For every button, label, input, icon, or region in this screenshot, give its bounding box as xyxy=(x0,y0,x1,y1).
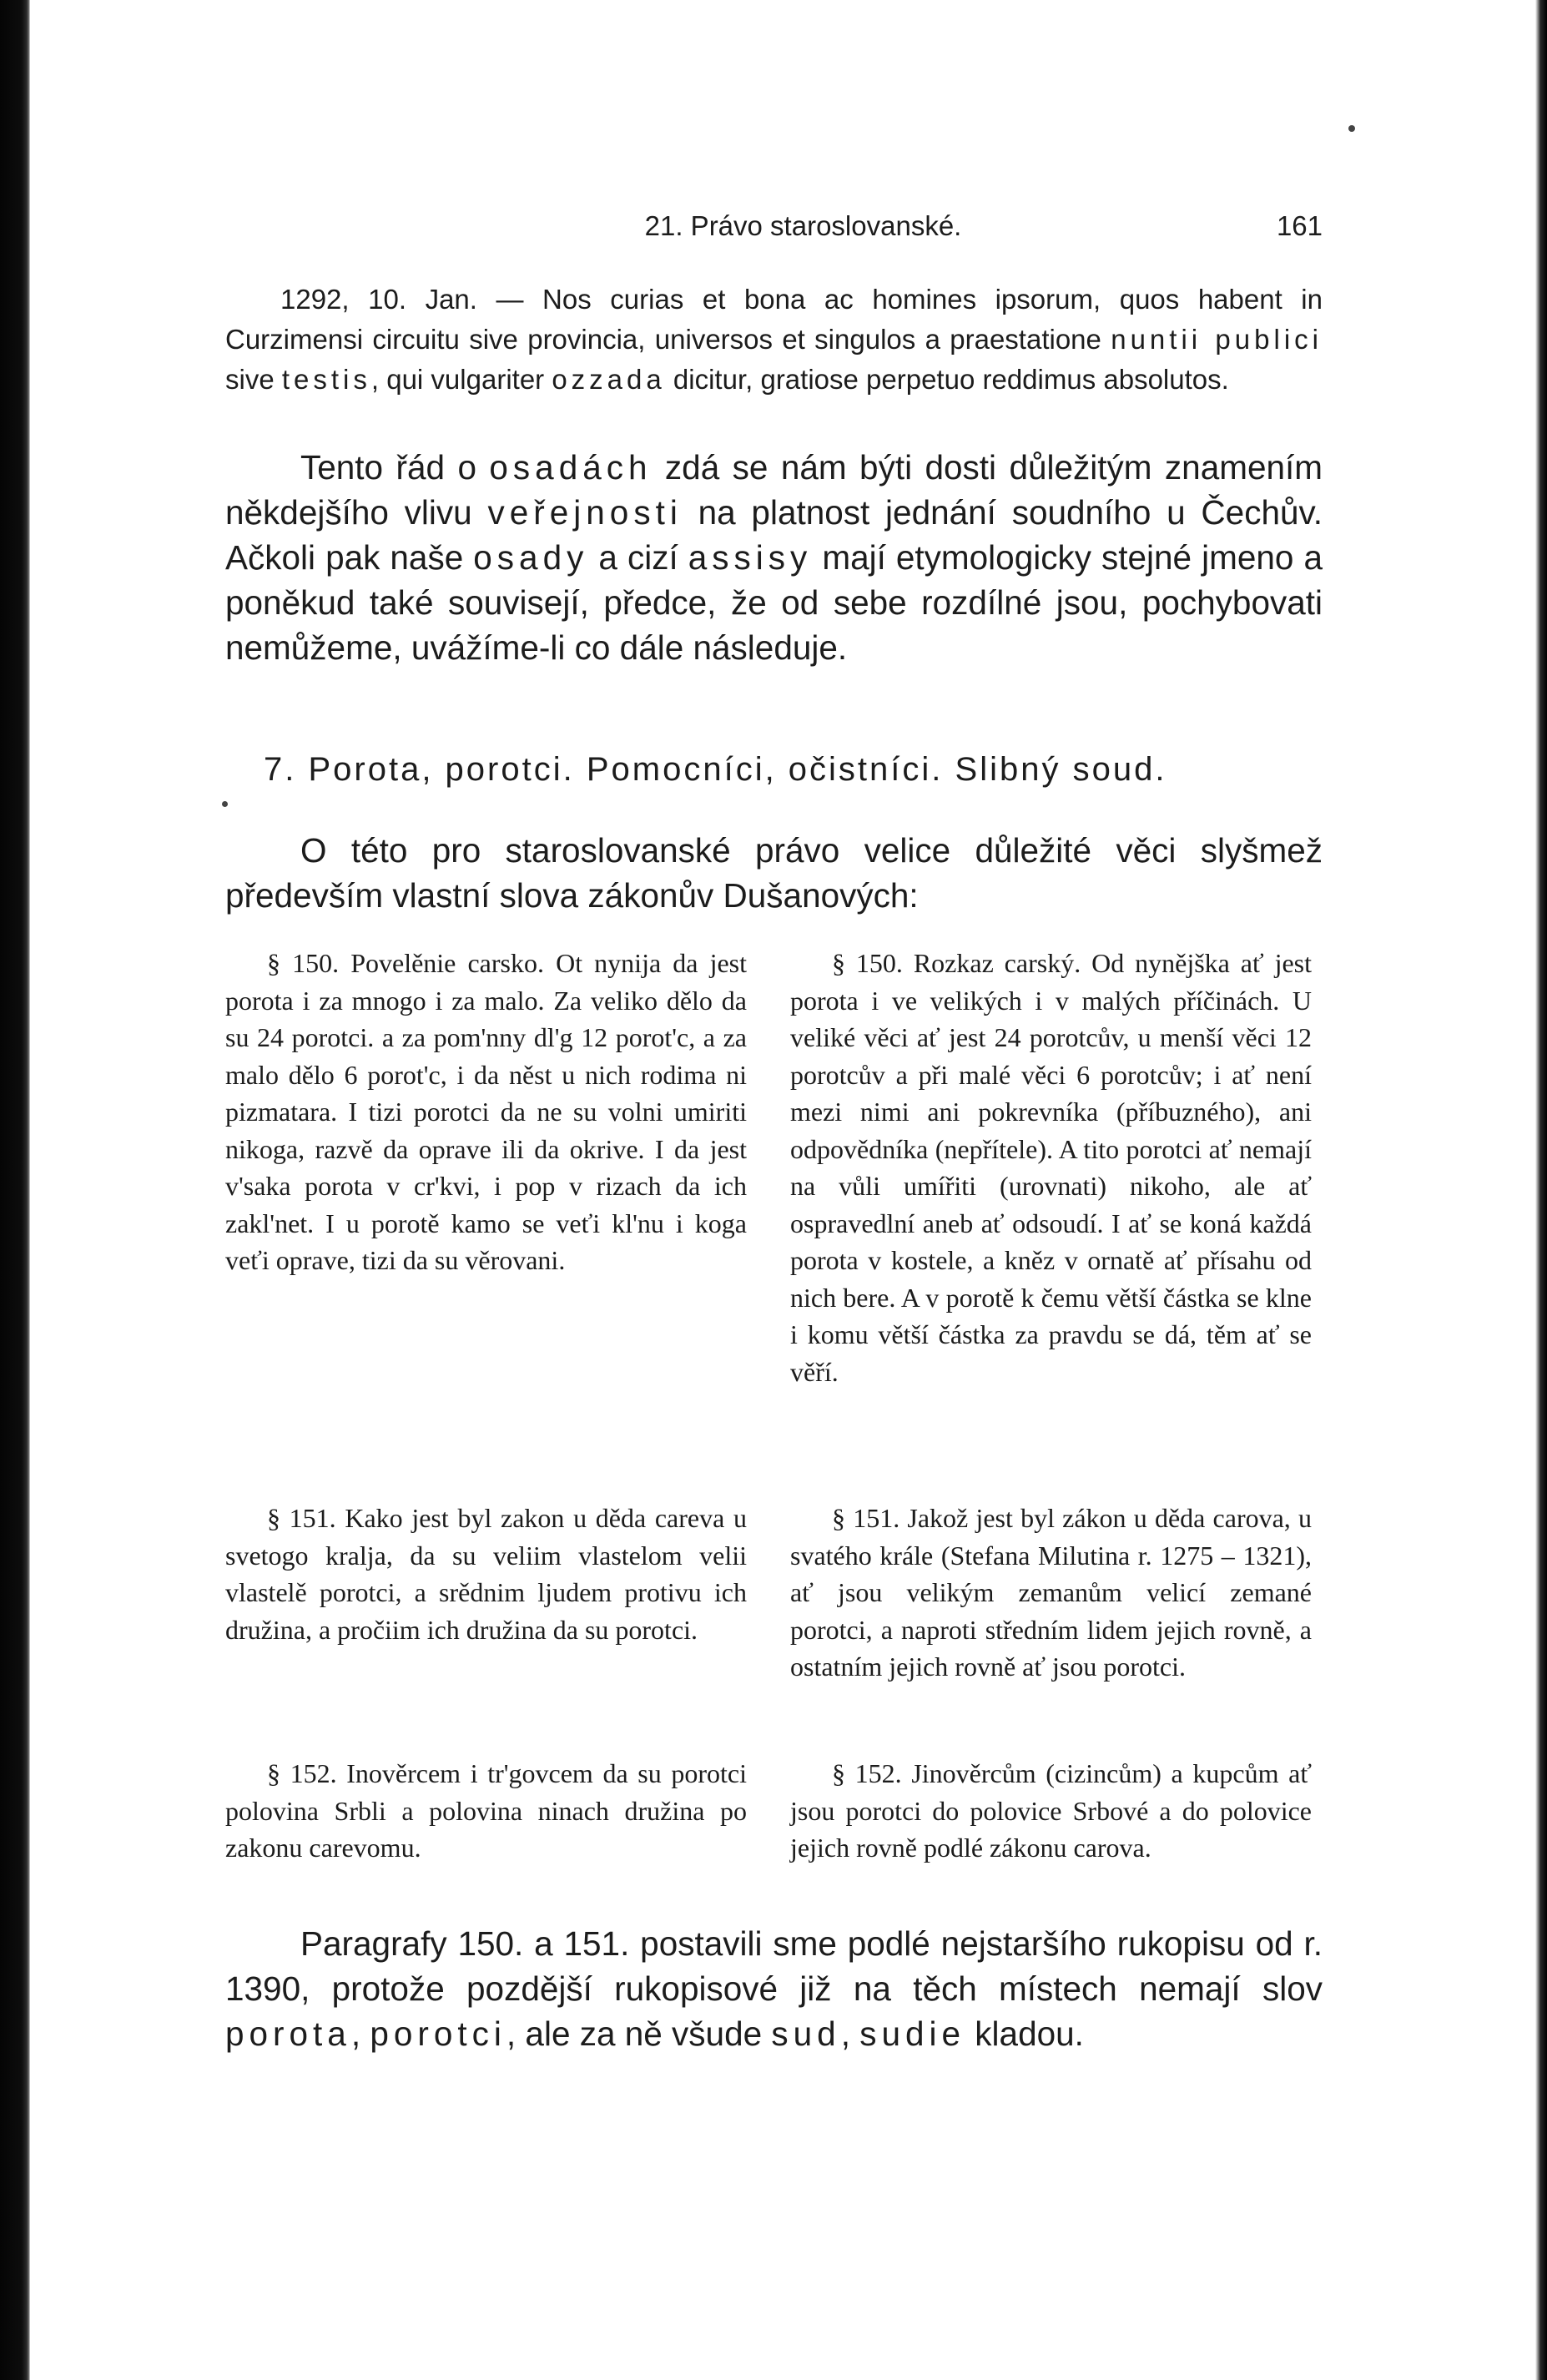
spaced-term: osady xyxy=(473,538,589,577)
paragraph-note xyxy=(225,1921,1323,2056)
right-column-paragraph-152: § 152. Jinověrcům (cizincům) a kupcům ať jsou porotci do polovice Srbové a do polovice jejich rovně podlé zákonu carova. xyxy=(790,1758,1312,1863)
quote-text: — Nos curias et bona ac homines ipsorum, quos habent in Curzimensi circuitu sive provincia, universos et singulos a praestatione xyxy=(225,284,1323,355)
quote-text: sive xyxy=(225,364,282,395)
section-heading: 7. Porota, porotci. Pomocníci, očistníci. Slibný soud. xyxy=(264,751,1167,788)
spaced-term: ozzada xyxy=(552,364,666,395)
paragraph-text: na platnost jednání soudního u Čechův. Ačkoli pak naše xyxy=(225,493,1323,577)
spaced-term: sud xyxy=(771,2014,841,2053)
scan-speck xyxy=(1348,125,1355,132)
paragraph-text: zdá se nám býti dosti důležitým znamením někdejšího vlivu xyxy=(225,448,1323,532)
quote-date: 1292, 10. Jan. xyxy=(280,284,477,315)
spaced-term: veřejnosti xyxy=(487,493,683,532)
paragraph-text: Tento řád o xyxy=(300,448,490,487)
paragraph-osady xyxy=(225,445,1323,670)
spaced-term: assisy xyxy=(688,538,813,577)
left-column-paragraph-151: § 151. Kako jest byl zakon u děda careva u svetogo kralja, da su veliim vlastelom velii vlastelě porotci, a srědnim ljudem protivu ich družina, a pročiim ich družina da su porotci. xyxy=(225,1503,747,1645)
quote-text: , qui vulgariter xyxy=(370,364,552,395)
left-column-paragraph-150: § 150. Povelěnie carsko. Ot nynija da jest porota i za mnogo i za malo. Za veliko dělo da su 24 porotci. a za pom'nny dl'g 12 porot'c, a za malo dělo 6 porot'c, i da něst u nich rodima ni pizmatara. I tizi porotci da ne su volni umiriti nikoga, razvě da oprave ili da okrive. I da jest v'saka porota v cr'kvi, i pop v rizach da ich zakl'net. I u porotě kamo se veťi kl'nu i koga veťi oprave, tizi da su věrovani. xyxy=(225,948,747,1275)
paragraph-text: , ale za ně všude xyxy=(506,2014,772,2053)
left-column-paragraph-152: § 152. Inověrcem i tr'govcem da su porotci polovina Srbli a polovina ninach družina po zakonu carevomu. xyxy=(225,1758,747,1863)
quote-text: dicitur, gratiose perpetuo reddimus absolutos. xyxy=(665,364,1229,395)
spaced-term: osadách xyxy=(489,448,653,487)
latin-quote xyxy=(225,280,1323,400)
paragraph-text: , xyxy=(840,2014,860,2053)
right-column-paragraph-150: § 150. Rozkaz carský. Od nynějška ať jest porota i ve velikých i v malých příčinách. U veliké věci ať jest 24 porotcův, u menší věci 12 porotcův a při malé věci 6 porotcův; i ať není mezi nimi ani pokrevníka (příbuzného), ani odpovědníka (nepřítele). A tito porotci ať nemají na vůli umířiti (urovnati) nikoho, ale ať ospravedlní aneb ať odsoudí. I ať se koná každá porota v kostele, a kněz v ornatě ať přísahu od nich bere. A v porotě k čemu větší částka se klne i komu větší částka za pravdu se dá, těm ať se věří. xyxy=(790,948,1312,1387)
spaced-term: testis xyxy=(281,364,371,395)
page-number: 161 xyxy=(1276,210,1323,241)
running-title: 21. Právo staroslovanské. xyxy=(644,210,962,241)
paragraph-text: , xyxy=(350,2014,370,2053)
paragraph-text: mají etymologicky stejné jmeno a poněkud také souvisejí, předce, že od sebe rozdílné jsou, pochybovati nemůžeme, uvážíme-li co dále následuje. xyxy=(225,538,1323,667)
paragraph-text: Paragrafy 150. a 151. postavili sme podlé nejstaršího rukopisu od r. 1390, protože pozdější rukopisové již na těch místech nemají slov xyxy=(225,1924,1323,2008)
right-column-paragraph-151: § 151. Jakož jest byl zákon u děda carova, u svatého krále (Stefana Milutina r. 1275 – 1321), ať jsou velikým zemanům velicí zemané porotci, a naproti středním lidem jejich rovně, a ostatním jejich rovně ať jsou porotci. xyxy=(790,1503,1312,1682)
spaced-term: porota xyxy=(225,2014,351,2053)
paragraph-text: a cizí xyxy=(588,538,688,577)
paragraph-text: kladou. xyxy=(965,2014,1084,2053)
scan-speck xyxy=(222,801,228,807)
page-header xyxy=(225,210,1323,252)
spaced-term: nuntii publici xyxy=(1111,324,1323,355)
paragraph-intro: O této pro staroslovanské právo velice důležité věci slyšmež především vlastní slova zákonův Dušanových: xyxy=(225,831,1323,915)
spaced-term: porotci xyxy=(370,2014,506,2053)
spaced-term: sudie xyxy=(859,2014,966,2053)
scan-binding-edge-left xyxy=(0,0,30,2380)
scan-edge-right xyxy=(1535,0,1547,2380)
